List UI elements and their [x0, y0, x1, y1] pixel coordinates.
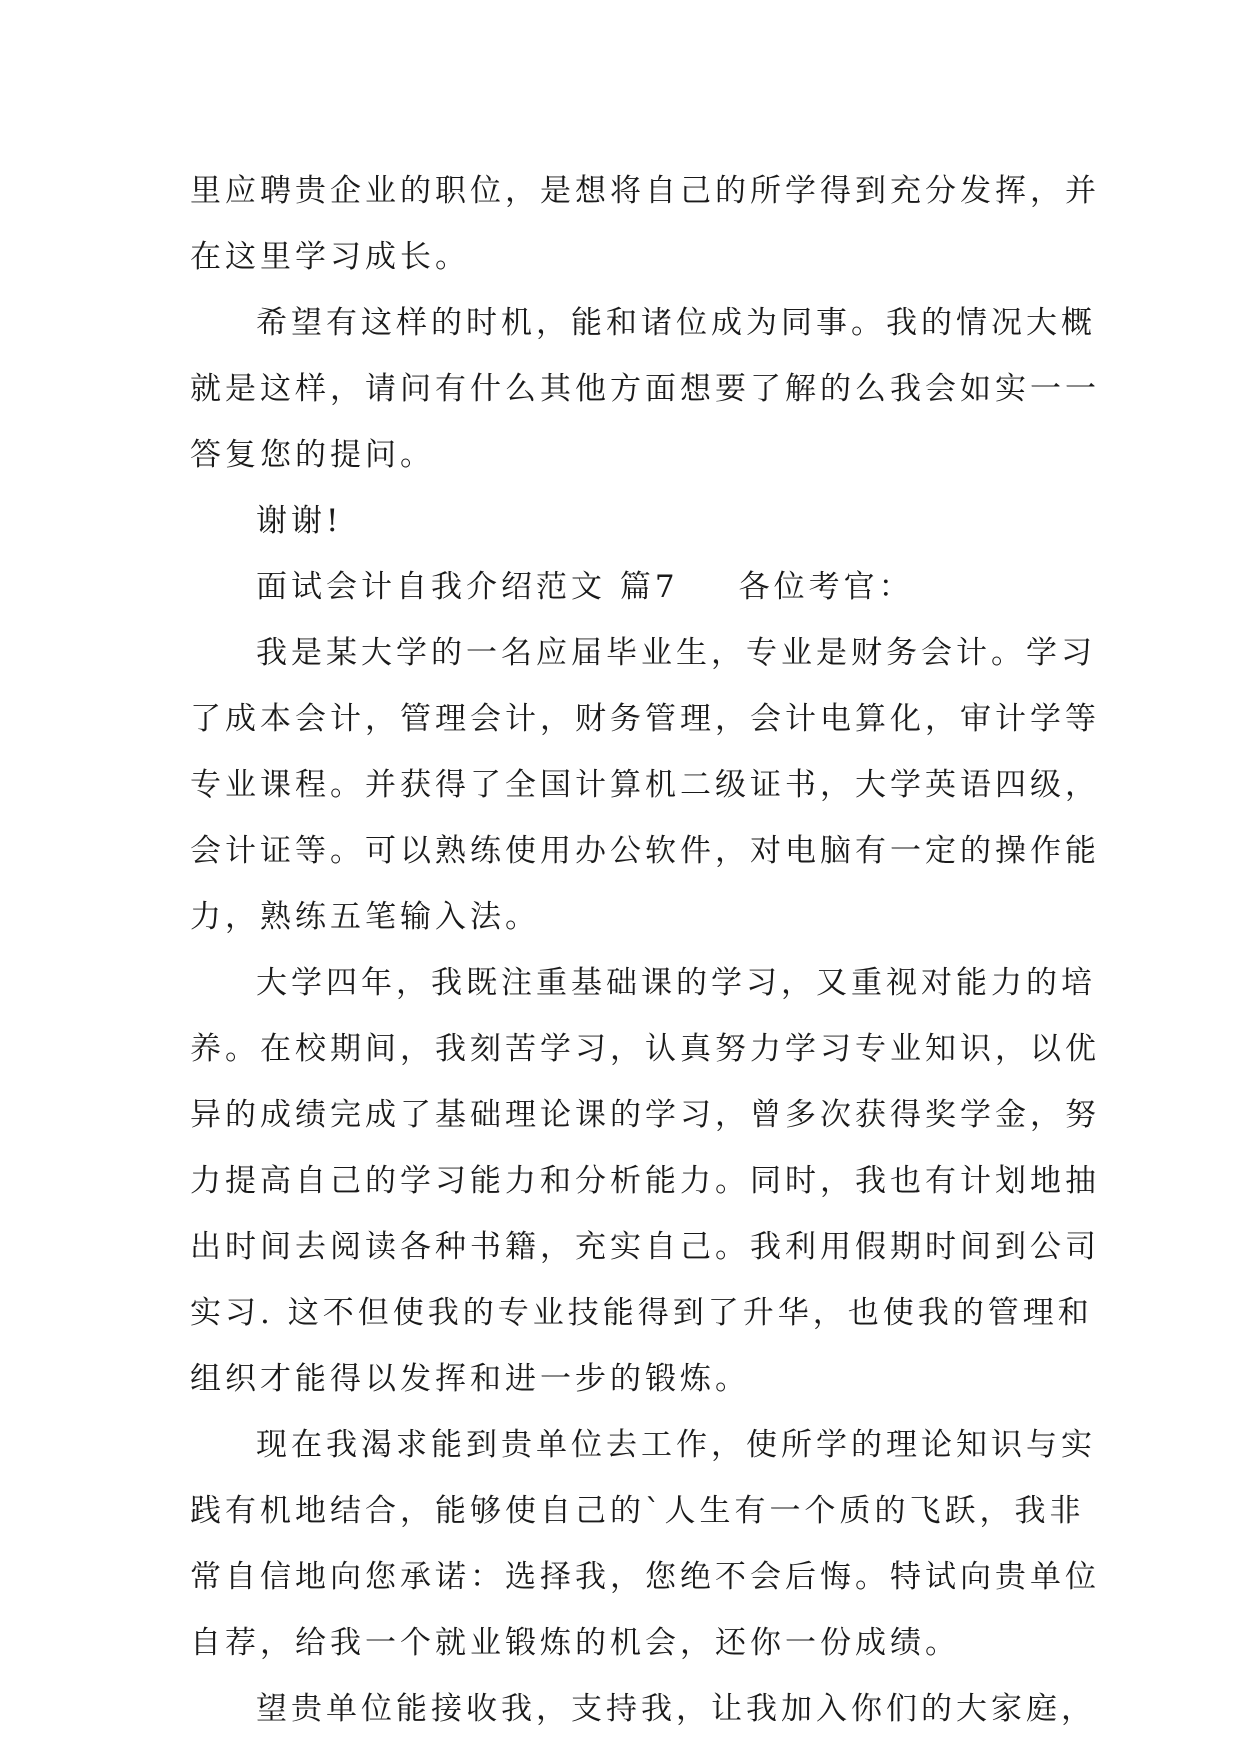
text-line-content: 谢谢!: [256, 503, 343, 539]
text-line: [190, 1544, 1100, 1610]
text-line-content: 现在我渴求能到贵单位去工作，使所学的理论知识与实: [256, 1427, 1096, 1463]
document-body: [190, 158, 1100, 1742]
text-line-content: 里应聘贵企业的职位，是想将自己的所学得到充分发挥，并: [190, 173, 1100, 209]
text-line: [190, 224, 1070, 290]
text-line: [190, 158, 1100, 224]
text-line-content: 面试会计自我介绍范文 篇7: [256, 569, 679, 605]
text-line: [190, 1280, 1093, 1346]
text-line-content: 组织才能得以发挥和进一步的锻炼。: [190, 1361, 750, 1397]
text-line: [190, 884, 1070, 950]
text-line-content: 养。在校期间，我刻苦学习，认真努力学习专业知识，以优: [190, 1031, 1100, 1067]
text-line-content: 异的成绩完成了基础理论课的学习，曾多次获得奖学金，努: [190, 1097, 1100, 1133]
text-line: [190, 1148, 1100, 1214]
text-line: [190, 950, 1096, 1016]
text-line: [190, 1610, 1070, 1676]
text-line: [190, 1214, 1100, 1280]
text-line: [190, 686, 1100, 752]
text-line: [190, 1016, 1100, 1082]
text-line-content: 答复您的提问。: [190, 437, 435, 473]
text-line-content: 出时间去阅读各种书籍，充实自己。我利用假期时间到公司: [190, 1229, 1100, 1265]
text-line: [190, 818, 1100, 884]
text-line: [190, 422, 1070, 488]
text-line-suffix: 各位考官：: [738, 569, 914, 605]
text-line-content: 自荐，给我一个就业锻炼的机会，还你一份成绩。: [190, 1625, 960, 1661]
text-line-content: 我是某大学的一名应届毕业生，专业是财务会计。学习: [256, 635, 1096, 671]
text-line-content: 了成本会计，管理会计，财务管理，会计电算化，审计学等: [190, 701, 1100, 737]
text-line: [190, 752, 1100, 818]
text-line-content: 会计证等。可以熟练使用办公软件，对电脑有一定的操作能: [190, 833, 1100, 869]
text-line-content: 望贵单位能接收我，支持我，让我加入你们的大家庭，: [256, 1691, 1096, 1727]
text-line-content: 专业课程。并获得了全国计算机二级证书，大学英语四级，: [190, 767, 1100, 803]
text-line-content: 力，熟练五笔输入法。: [190, 899, 540, 935]
text-line: [190, 1478, 1085, 1544]
text-line: [190, 1412, 1096, 1478]
text-line-content: 践有机地结合，能够使自己的`人生有一个质的飞跃，我非: [190, 1493, 1085, 1529]
text-line-content: 希望有这样的时机，能和诸位成为同事。我的情况大概: [256, 305, 1096, 341]
text-line-content: 力提高自己的学习能力和分析能力。同时，我也有计划地抽: [190, 1163, 1100, 1199]
text-line-content: 常自信地向您承诺：选择我，您绝不会后悔。特试向贵单位: [190, 1559, 1100, 1595]
text-line: [190, 488, 1070, 554]
text-line: [190, 620, 1096, 686]
text-line-content: 在这里学习成长。: [190, 239, 470, 275]
text-line-content: 就是这样，请问有什么其他方面想要了解的么我会如实一一: [190, 371, 1100, 407]
text-line: [190, 1082, 1100, 1148]
text-line-content: 大学四年，我既注重基础课的学习，又重视对能力的培: [256, 965, 1096, 1001]
text-line: [190, 356, 1100, 422]
text-line: [190, 1346, 1070, 1412]
text-line: [190, 554, 1070, 620]
text-line: [190, 1676, 1096, 1742]
text-line: [190, 290, 1096, 356]
text-line-content: 实习. 这不但使我的专业技能得到了升华，也使我的管理和: [190, 1295, 1093, 1331]
